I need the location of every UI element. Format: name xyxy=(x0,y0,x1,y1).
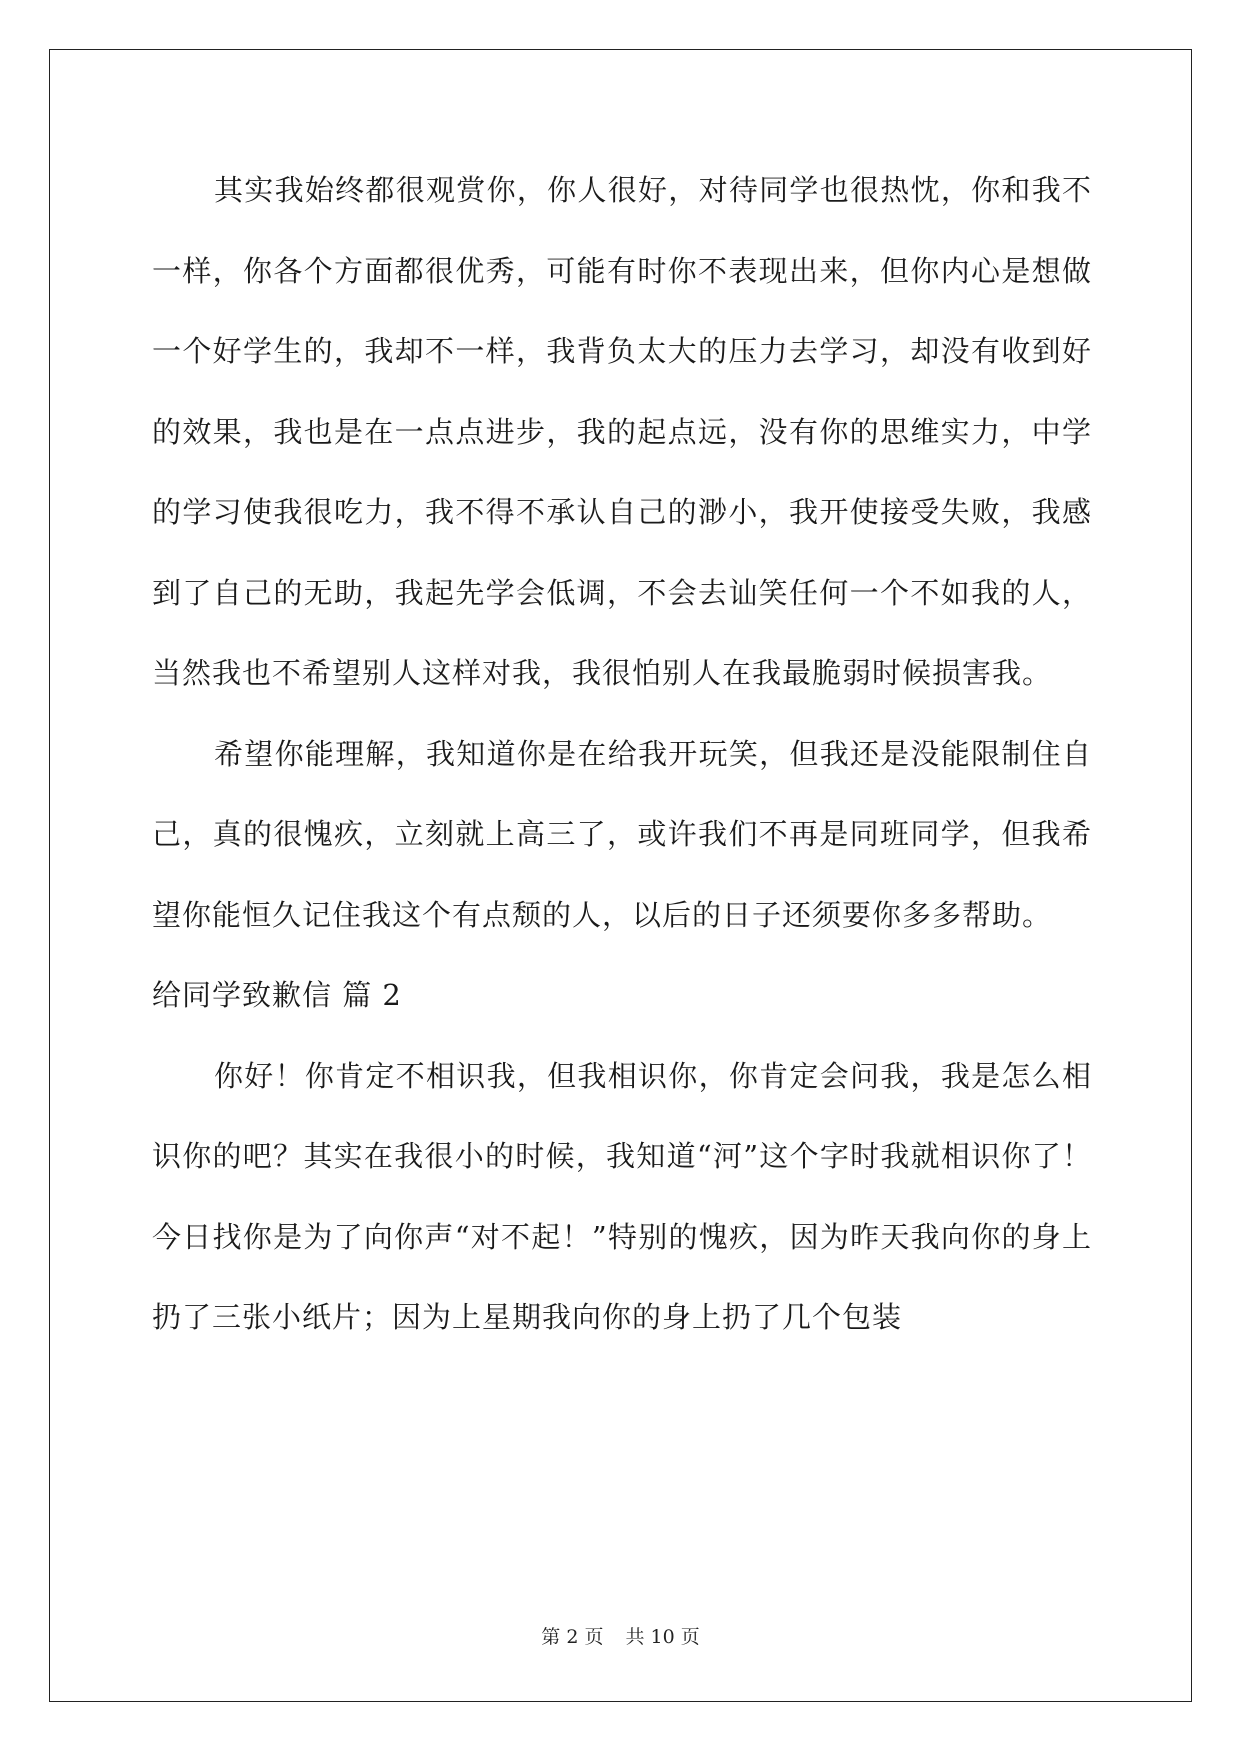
total-pages: 共 10 页 xyxy=(625,1626,700,1648)
paragraph-1: 其实我始终都很观赏你，你人很好，对待同学也很热忱，你和我不一样，你各个方面都很优秀，可能有时你不表现出来，但你内心是想做一个好学生的，我却不一样，我背负太大的压力去学习，却没有收到好的效果，我也是在一点点进步，我的起点远，没有你的思维实力，中学的学习使我很吃力，我不得不承认自己的渺小，我开使接受失败，我感到了自己的无助，我起先学会低调，不会去讪笑任何一个不如我的人，当然我也不希望别人这样对我，我很怕别人在我最脆弱时候损害我。 xyxy=(152,173,1092,690)
section-heading: 给同学致歉信 篇 2 xyxy=(152,978,402,1012)
paragraph-3: 你好！你肯定不相识我，但我相识你，你肯定会问我，我是怎么相识你的吧？其实在我很小的时候，我知道“河”这个字时我就相识你了！今日找你是为了向你声“对不起！”特别的愧疚，因为昨天我向你的身上扔了三张小纸片；因为上星期我向你的身上扔了几个包装 xyxy=(152,1058,1092,1334)
paragraph-2: 希望你能理解，我知道你是在给我开玩笑，但我还是没能限制住自己，真的很愧疚，立刻就上高三了，或许我们不再是同班同学，但我希望你能恒久记住我这个有点颓的人，以后的日子还须要你多多帮助。 xyxy=(152,736,1092,932)
page-footer xyxy=(0,1622,1241,1649)
document-body xyxy=(152,150,1092,1358)
page-number: 第 2 页 xyxy=(541,1626,604,1648)
